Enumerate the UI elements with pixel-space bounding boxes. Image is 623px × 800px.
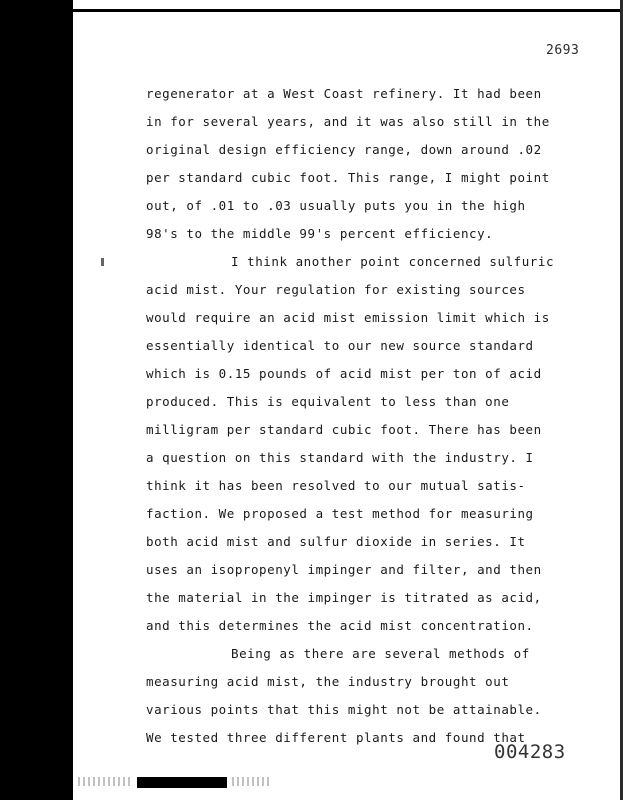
- text-line: produced. This is equivalent to less than one: [146, 394, 510, 409]
- text-line: essentially identical to our new source standard: [146, 338, 534, 353]
- footer-smudge: [78, 777, 133, 786]
- text-line: Being as there are several methods of: [231, 646, 530, 661]
- text-line: measuring acid mist, the industry brought out: [146, 674, 510, 689]
- scan-left-border: [0, 0, 73, 800]
- text-line: think it has been resolved to our mutual satis-: [146, 478, 526, 493]
- footer-redaction-bar: [137, 777, 227, 788]
- text-line: milligram per standard cubic foot. There has been: [146, 422, 542, 437]
- scan-mark: [101, 258, 104, 266]
- text-line: out, of .01 to .03 usually puts you in the high: [146, 198, 526, 213]
- page-number: 2693: [546, 43, 580, 58]
- text-line: 98's to the middle 99's percent efficiency.: [146, 226, 494, 241]
- scan-top-border: [73, 9, 623, 12]
- text-line: a question on this standard with the industry. I: [146, 450, 534, 465]
- text-line: faction. We proposed a test method for measuring: [146, 506, 534, 521]
- footer-smudge: [232, 777, 272, 786]
- text-line: We tested three different plants and found that: [146, 730, 526, 745]
- text-line: regenerator at a West Coast refinery. It had been: [146, 86, 542, 101]
- text-line: the material in the impinger is titrated as acid,: [146, 590, 542, 605]
- text-line: acid mist. Your regulation for existing sources: [146, 282, 526, 297]
- text-line: which is 0.15 pounds of acid mist per ton of acid: [146, 366, 542, 381]
- text-line: in for several years, and it was also still in the: [146, 114, 550, 129]
- text-line: various points that this might not be attainable.: [146, 702, 542, 717]
- text-line: and this determines the acid mist concentration.: [146, 618, 534, 633]
- text-line: I think another point concerned sulfuric: [231, 254, 555, 269]
- text-line: would require an acid mist emission limit which is: [146, 310, 550, 325]
- text-line: original design efficiency range, down around .02: [146, 142, 542, 157]
- text-line: per standard cubic foot. This range, I might point: [146, 170, 550, 185]
- text-line: both acid mist and sulfur dioxide in series. It: [146, 534, 526, 549]
- text-line: uses an isopropenyl impinger and filter, and then: [146, 562, 542, 577]
- bates-number: 004283: [494, 741, 566, 763]
